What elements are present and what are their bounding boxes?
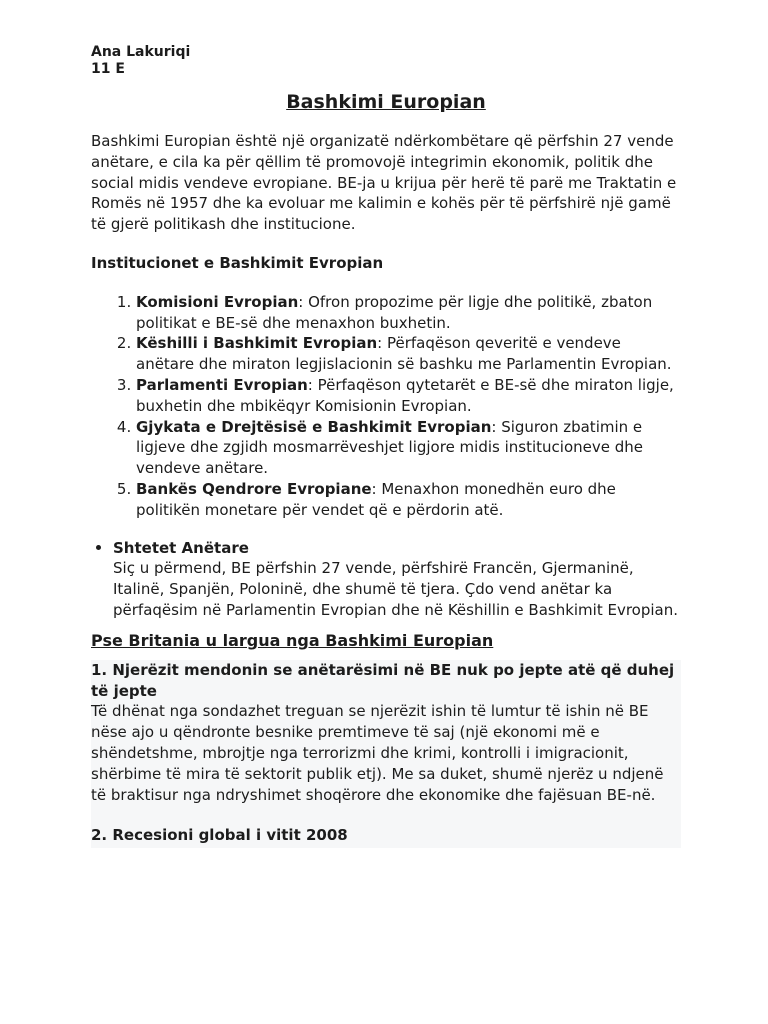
members-list	[91, 538, 681, 621]
list-item	[136, 375, 681, 417]
members-text: Siç u përmend, BE përfshin 27 vende, përfshirë Francën, Gjermaninë, Italinë, Spanjën, Poloninë, dhe shumë të tjera. Çdo vend anëtar ka përfaqësim në Parlamentin Evropian dhe në Këshillin e Bashkimit Evropian.	[113, 559, 679, 619]
institution-name: Komisioni Evropian	[136, 292, 299, 311]
members-heading: Shtetet Anëtare	[113, 538, 249, 557]
brexit-section	[91, 660, 681, 848]
author-class: 11 E	[91, 61, 125, 77]
institution-text: : Siguron zbatimin e ligjeve dhe zgjidh mosmarrëveshjet ligjore midis institucioneve dhe vendeve anëtare.	[136, 417, 643, 478]
institution-text: : Përfaqëson qeveritë e vendeve anëtare dhe miraton legjislacionin së bashku me Parlamentin Evropian.	[136, 334, 672, 374]
list-item	[113, 538, 681, 621]
list-item	[136, 333, 681, 375]
author-name: Ana Lakuriqi	[91, 44, 191, 60]
list-item	[136, 417, 681, 479]
institutions-heading: Institucionet e Bashkimit Evropian	[91, 253, 384, 272]
institution-text: : Menaxhon monedhën euro dhe politikën monetare për vendet që e përdorin atë.	[136, 479, 616, 519]
institution-text: : Përfaqëson qytetarët e BE-së dhe miraton ligje, buxhetin dhe mbikëqyr Komisionin Evropian.	[136, 375, 674, 415]
intro-paragraph: Bashkimi Europian është një organizatë ndërkombëtare që përfshin 27 vende anëtare, e cila ka për qëllim të promovojë integrimin ekonomik, politik dhe social midis vendeve evropiane. BE-ja u krijua për herë të parë me Traktatin e Romës në 1957 dhe ka evoluar me kalimin e kohës për të përfshirë një gamë të gjerë politikash dhe institucione.	[91, 132, 677, 234]
spacer	[91, 805, 681, 825]
list-item	[136, 292, 681, 334]
institution-name: Bankës Qendrore Evropiane	[136, 479, 372, 498]
list-item	[136, 479, 681, 521]
institution-text: : Ofron propozime për ligje dhe politikë, zbaton politikat e BE-së dhe menaxhon buxhetin.	[136, 292, 653, 332]
reason2-title: 2. Recesioni global i vitit 2008	[91, 826, 348, 845]
institution-name: Parlamenti Evropian	[136, 375, 308, 394]
document-page	[91, 44, 681, 848]
institution-name: Gjykata e Drejtësisë e Bashkimit Evropian	[136, 417, 492, 436]
institution-name: Këshilli i Bashkimit Evropian	[136, 334, 378, 353]
page-title: Bashkimi Europian	[286, 91, 486, 113]
reason1-text: Të dhënat nga sondazhet treguan se njerëzit ishin të lumtur të ishin në BE nëse ajo u qëndronte besnike premtimeve të saj (një ekonomi më e shëndetshme, mbrojtje nga terrorizmi dhe krimi, kontrolli i imigracionit, shërbime të mira të sektorit publik etj). Me sa duket, shumë njerëz u ndjenë të braktisur nga ndryshimet shoqërore dhe ekonomike dhe fajësuan BE-në.	[91, 702, 664, 804]
institutions-list	[91, 292, 681, 521]
reason1-title: 1. Njerëzit mendonin se anëtarësimi në BE nuk po jepte atë që duhej të jepte	[91, 660, 675, 700]
brexit-heading: Pse Britania u largua nga Bashkimi Europian	[91, 630, 494, 650]
